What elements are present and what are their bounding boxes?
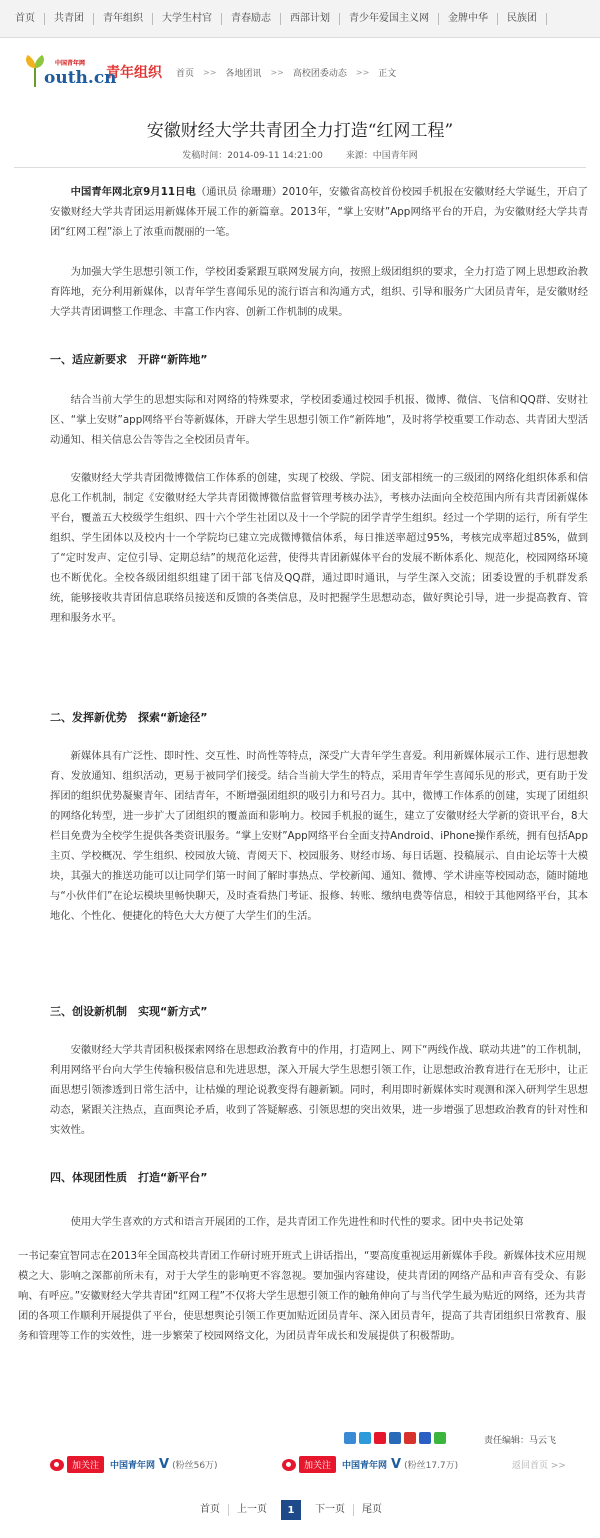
share-qzone-icon[interactable] xyxy=(344,1432,356,1444)
nav-item-western-plan[interactable]: 西部计划 xyxy=(281,13,340,25)
paragraph-8: 一书记秦宜智同志在2013年全国高校共青团工作研讨班开班式上讲话指出，“要高度重视运用新媒体手段。新媒体技术应用规模之大、影响之深都前所未有，对于大学生的影响更不容忽视。要加强内容建设，使共青团的网络产品和声音有受众、有影响、有呼应。”安徽财经大学共青团“红网工程”不仅将大学生思想引领工作的触角伸向了与当代学生最为贴近的网络，还为共青团的各项工作顺利开展提供了平台，使思想舆论引领工作更加贴近团员青年、深入团员青年，提高了共青团组织日常教育、服务和管理等工作的实效性，进一步繁荣了校园网络文化，为团员青年成长和发展提供了积极帮助。 xyxy=(18,1250,586,1342)
page-current[interactable]: 1 xyxy=(281,1500,301,1520)
breadcrumb-separator-icon: >> xyxy=(270,67,284,77)
paragraph-lead xyxy=(50,182,588,242)
weibo-account-name[interactable]: 中国青年网 xyxy=(110,1461,156,1471)
publish-time-value: 2014-09-11 14:21:00 xyxy=(227,151,323,161)
nav-item-ethnic-unity[interactable]: 民族团 xyxy=(498,13,547,25)
paragraph-7: 使用大学生喜欢的方式和语言开展团的工作，是共青团工作先进性和时代性的要求。团中央书记处第 xyxy=(70,1216,524,1228)
publish-time xyxy=(182,151,323,161)
weibo-fans-count: (粉丝17.7万) xyxy=(404,1461,459,1471)
verified-v-icon: V xyxy=(159,1457,170,1472)
weibo-eye-icon xyxy=(50,1459,64,1471)
nav-item-inspiration[interactable]: 青春励志 xyxy=(222,13,281,25)
verified-v-icon: V xyxy=(391,1457,402,1472)
breadcrumb-separator-icon: >> xyxy=(355,67,370,77)
nav-item-cyl[interactable]: 共青团 xyxy=(45,13,94,25)
source-label: 来源： xyxy=(345,151,373,161)
breadcrumb-university-news[interactable]: 高校团委动态 xyxy=(292,68,347,79)
share-renren-icon[interactable] xyxy=(389,1432,401,1444)
section-heading-3: 三、创设新机制 实现“新方式” xyxy=(50,1005,208,1018)
breadcrumb-home[interactable]: 首页 xyxy=(176,68,195,79)
paragraph-5: 新媒体具有广泛性、即时性、交互性、时尚性等特点，深受广大青年学生喜爱。利用新媒体展示工作、进行思想教育、发放通知、组织活动，更易于被同学们接受。结合当前大学生的特点，采用青年学生喜闻乐见的形式，更有助于发挥团的组织优势凝聚青年、团结青年，不断增强团组织的吸引力和号召力。其中，微博工作体系的创建，实现了团组织的网络化转型，进一步扩大了团组织的覆盖面和影响力。校园手机报的诞生，建立了安徽财经大学新的资讯平台，8大栏目免费为全校学生提供各类资讯服务。“掌上安财”App网络平台全面支持Android、iPhone操作系统，拥有包括App主页、学校概况、学生组织、校园放大镜、青阅天下、校园服务、财经市场、每日话题、投稿展示、自由论坛等十大模块，其强大的推送功能可以让同学们第一时间了解时事热点、学校新闻、通知、微博、学术讲座等校园动态，随时随地与“小伙伴们”在论坛模块里畅快聊天，及时查看热门考证、报修、转账、缴纳电费等信息，相较于其他网络平台，其本地化、个性化、便捷化的特色大大方便了大学生们的生活。 xyxy=(50,750,588,922)
nav-item-patriotism[interactable]: 青少年爱国主义网 xyxy=(340,13,439,25)
breadcrumb xyxy=(176,66,396,79)
share-baidu-icon[interactable] xyxy=(419,1432,431,1444)
logo-domain-text: outh.cn xyxy=(44,68,117,88)
top-navigation xyxy=(0,0,600,38)
article-meta xyxy=(0,148,600,161)
breadcrumb-separator-icon: >> xyxy=(203,67,217,77)
back-to-home-link[interactable]: 返回首页 >> xyxy=(512,1461,566,1471)
weibo-follow-2 xyxy=(282,1456,458,1473)
section-heading-2: 二、发挥新优势 探索“新途径” xyxy=(50,711,208,724)
follow-button[interactable]: 加关注 xyxy=(299,1456,336,1473)
nav-item-gold-china[interactable]: 金牌中华 xyxy=(439,13,498,25)
article-source xyxy=(346,151,418,161)
paragraph-6: 安徽财经大学共青团积极探索网络在思想政治教育中的作用，打造网上、网下“两线作战、联动共进”的工作机制，利用网络平台向大学生传输积极信息和先进思想，深入开展大学生思想引领工作，让思想政治教育进行在无形中，让正面思想引领渗透到日常生活中，让枯燥的理论说教变得有趣新颖。同时，利用即时新媒体实时观测和深入研判学生思想动态，紧跟关注热点，直面舆论矛盾，收到了答疑解惑、引领思想的突出效果，进一步增强了思想政治教育的针对性和实效性。 xyxy=(50,1044,588,1136)
paragraph-2: 为加强大学生思想引领工作，学校团委紧跟互联网发展方向，按照上级团组织的要求，全力打造了网上思想政治教育阵地，充分利用新媒体，以青年学生喜闻乐见的流行语言和沟通方式，组织、引导和服务广大团员青年，是安徽财经大学共青团调整工作理念、丰富工作内容、创新工作机制的成果。 xyxy=(50,266,588,318)
site-header xyxy=(22,52,396,92)
article-title: 安徽财经大学共青团全力打造“红网工程” xyxy=(146,121,454,141)
section-heading-4: 四、体现团性质 打造“新平台” xyxy=(50,1171,208,1184)
youth-cn-logo[interactable] xyxy=(22,52,117,92)
weibo-eye-icon xyxy=(282,1459,296,1471)
follow-button[interactable]: 加关注 xyxy=(67,1456,104,1473)
nav-item-home[interactable]: 首页 xyxy=(6,13,45,25)
logo-small-text: 中国青年网 xyxy=(55,60,86,67)
channel-title[interactable]: 青年组织 xyxy=(106,65,162,81)
nav-item-village-official[interactable]: 大学生村官 xyxy=(153,13,222,25)
dateline: 中国青年网北京9月11日电 xyxy=(70,186,196,198)
publish-time-label: 发稿时间： xyxy=(182,151,228,161)
leaf-logo-icon xyxy=(24,54,46,88)
page-last-link[interactable]: 尾页 xyxy=(362,1504,382,1515)
breadcrumb-current: 正文 xyxy=(378,68,397,79)
share-kaixin-icon[interactable] xyxy=(404,1432,416,1444)
weibo-account-name[interactable]: 中国青年网 xyxy=(342,1461,388,1471)
paragraph-1-text: （通讯员 徐珊珊）2010年，安徽省高校首份校园手机报在安徽财经大学诞生，开启了安徽财经大学共青团运用新媒体开展工作的新篇章。2013年，“掌上安财”App网络平台的开启，为安徽财经大学共青团“红网工程”添上了浓重而靓丽的一笔。 xyxy=(50,186,588,238)
weibo-follow-1 xyxy=(50,1456,218,1473)
responsible-editor: 责任编辑：马云飞 xyxy=(484,1436,557,1446)
breadcrumb-regional-news[interactable]: 各地团讯 xyxy=(225,68,262,79)
page-prev-link[interactable]: 上一页 xyxy=(237,1504,267,1515)
weibo-fans-count: (粉丝56万) xyxy=(172,1461,218,1471)
share-tencent-weibo-icon[interactable] xyxy=(359,1432,371,1444)
paragraph-3: 结合当前大学生的思想实际和对网络的特殊要求，学校团委通过校园手机报、微博、微信、飞信和QQ群、安财社区、“掌上安财”app网络平台等新媒体，开辟大学生思想引领工作“新阵地”，及时将学校重要工作动态、共青团大型活动通知、相关信息公告等告之全校团员青年。 xyxy=(50,394,588,446)
page-first-link[interactable]: 首页 xyxy=(192,1504,229,1516)
share-wechat-icon[interactable] xyxy=(434,1432,446,1444)
share-sina-weibo-icon[interactable] xyxy=(374,1432,386,1444)
paragraph-4: 安徽财经大学共青团微博微信工作体系的创建，实现了校级、学院、团支部相统一的三级团的网络化组织体系和信息化工作机制，制定《安徽财经大学共青团微博微信监督管理考核办法》，考核办法面向全校范围内所有共青团新媒体平台，覆盖五大校级学生组织、四十六个学生社团以及十一个学院的团学青学生组织。经过一个学期的运行，所有学生组织、学生团体以及校内十一个学院均已建立完成微博微信体系，每日推送率超过95%，考核完成率超过85%，做到了“定时发声、定位引导、定期总结”的规范化运营，使得共青团新媒体平台的发展不断体系化、规范化，校园网络环境也不断优化。全校各级团组织组建了团干部飞信及QQ群，通过即时通讯，与学生深入交流；团委设置的手机群发系统，能够接收共青团信息联络员接送和反馈的各类信息，及时把握学生思想动态，做好舆论引导，进一步提高教育、管理和服务水平。 xyxy=(50,472,588,624)
page-next-link[interactable]: 下一页 xyxy=(307,1504,354,1516)
section-heading-1: 一、适应新要求 开辟“新阵地” xyxy=(50,353,208,366)
source-value: 中国青年网 xyxy=(372,151,418,161)
pagination xyxy=(192,1500,390,1520)
share-bar xyxy=(344,1432,449,1444)
title-divider xyxy=(14,167,586,168)
nav-item-youth-org[interactable]: 青年组织 xyxy=(94,13,153,25)
